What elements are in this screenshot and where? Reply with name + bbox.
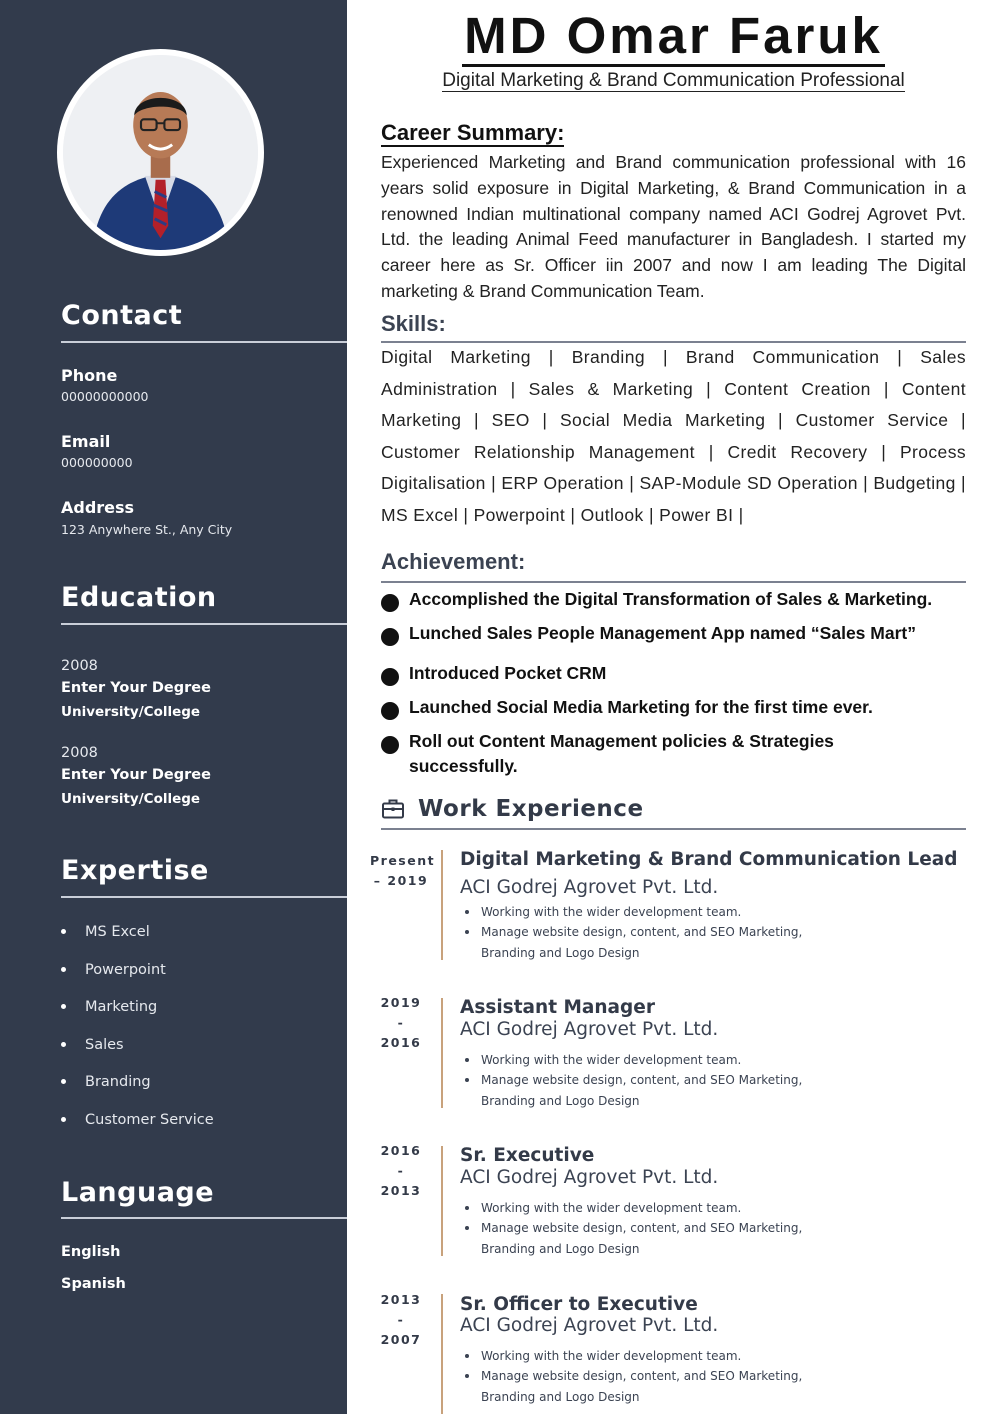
phone-value[interactable]: 00000000000: [61, 389, 149, 404]
language-heading: Language: [61, 1177, 215, 1208]
bullet-icon: [465, 1206, 469, 1210]
achievement-text: Lunched Sales People Management App named “Sales Mart”: [409, 623, 916, 643]
education-heading: Education: [61, 582, 217, 613]
job-bullet-text: Manage website design, content, and SEO Marketing, Branding and Logo Design: [481, 925, 803, 960]
divider: [381, 581, 966, 583]
summary-text: Experienced Marketing and Brand communication professional with 16 years solid exposure in Digital Marketing, & Brand Communication in a renowned Indian multinational company named ACI Godrej Agrovet Pvt. Ltd. the leading Animal Feed manufacturer in Bangladesh. I started my career here as Sr. Officer iin 2007 and now I am leading The Digital marketing & Brand Communication Team.: [381, 152, 966, 301]
job-date-start: Present: [370, 853, 436, 868]
skills-text: Digital Marketing | Branding | Brand Communication | Sales Administration | Sales & Marketing | Content Creation | Content Marketing | SEO | Social Media Marketing | Customer Service | Customer Relationship Management | Credit Recovery | Process Digitalisation | ERP Operation | SAP-Module SD Operation | Budgeting | MS Excel | Powerpoint | Outlook | Power BI |: [381, 347, 966, 525]
person-portrait-icon: [63, 55, 258, 250]
list-item: [61, 994, 214, 1032]
expertise-item: Branding: [85, 1074, 151, 1090]
language-item: English: [61, 1244, 121, 1260]
bullet-icon: [465, 910, 469, 914]
list-item: [61, 1069, 214, 1107]
education-degree: Enter Your Degree: [61, 767, 211, 783]
profile-photo: [57, 49, 264, 256]
divider: [61, 341, 347, 343]
bullet-icon: [61, 929, 66, 934]
timeline-line: [441, 998, 443, 1108]
candidate-name: [347, 6, 1000, 66]
list-item: [460, 1218, 860, 1259]
divider: [61, 896, 347, 898]
bullet-icon: [465, 1226, 469, 1230]
contact-heading: Contact: [61, 300, 183, 331]
job-company: ACI Godrej Agrovet Pvt. Ltd.: [460, 1167, 719, 1188]
list-item: [61, 1107, 214, 1145]
bullet-icon: [465, 1078, 469, 1082]
expertise-item: MS Excel: [85, 924, 150, 940]
divider: [381, 828, 966, 830]
list-item: [460, 1050, 860, 1070]
email-label: Email: [61, 432, 111, 451]
bullet-icon: [381, 736, 399, 754]
bullet-icon: [465, 930, 469, 934]
candidate-role-text: Digital Marketing & Brand Communication Professional: [442, 70, 905, 91]
list-item: [460, 1366, 860, 1407]
job-bullet-text: Working with the wider development team.: [481, 1053, 742, 1067]
list-item: [460, 1070, 860, 1111]
list-item: [460, 902, 860, 922]
job-bullet-text: Manage website design, content, and SEO Marketing, Branding and Logo Design: [481, 1221, 803, 1256]
list-item: [61, 1032, 214, 1070]
bullet-icon: [381, 594, 399, 612]
sidebar: [0, 0, 347, 1414]
list-item: [61, 919, 214, 957]
job-bullet-list: [460, 1050, 860, 1111]
bullet-icon: [61, 1117, 66, 1122]
job-date-sep: -: [397, 1312, 405, 1327]
job-date-start: 2019: [380, 995, 422, 1010]
achievement-text: Roll out Content Management policies & Strategies successfully.: [409, 731, 834, 776]
bullet-icon: [61, 967, 66, 972]
education-year: 2008: [61, 658, 98, 674]
list-item: [460, 922, 860, 963]
job-bullet-list: [460, 1346, 860, 1407]
job-bullet-text: Manage website design, content, and SEO Marketing, Branding and Logo Design: [481, 1073, 803, 1108]
job-date: [370, 851, 436, 891]
job-date-sep: -: [397, 1163, 405, 1178]
job-bullet-text: Manage website design, content, and SEO Marketing, Branding and Logo Design: [481, 1369, 803, 1404]
phone-label: Phone: [61, 366, 118, 385]
job-date: [370, 1290, 432, 1350]
bullet-icon: [61, 1004, 66, 1009]
job-date: [370, 1141, 432, 1201]
job-date-end: – 2019: [373, 873, 429, 888]
list-item: [460, 1198, 860, 1218]
bullet-icon: [61, 1079, 66, 1084]
achievement-text: Accomplished the Digital Transformation of Sales & Marketing.: [409, 589, 933, 609]
education-school: University/College: [61, 791, 201, 807]
summary-heading: [381, 120, 564, 146]
job-company: ACI Godrej Agrovet Pvt. Ltd.: [460, 1019, 719, 1040]
expertise-item: Marketing: [85, 999, 158, 1015]
job-title: Assistant Manager: [460, 997, 655, 1018]
divider: [61, 623, 347, 625]
summary-heading-text: Career Summary:: [381, 120, 565, 145]
timeline-line: [441, 850, 443, 960]
bullet-icon: [381, 702, 399, 720]
bullet-icon: [381, 628, 399, 646]
bullet-icon: [465, 1058, 469, 1062]
education-school: University/College: [61, 704, 201, 720]
job-date-start: 2013: [380, 1292, 422, 1307]
expertise-heading: Expertise: [61, 855, 209, 886]
timeline-line: [441, 1146, 443, 1256]
job-company: ACI Godrej Agrovet Pvt. Ltd.: [460, 877, 719, 898]
education-year: 2008: [61, 745, 98, 761]
list-item: [460, 1346, 860, 1366]
expertise-item: Customer Service: [85, 1111, 214, 1128]
bullet-icon: [381, 668, 399, 686]
timeline-line: [441, 1294, 443, 1414]
email-value[interactable]: 000000000: [61, 455, 133, 470]
job-date-sep: -: [397, 1015, 405, 1030]
job-company: ACI Godrej Agrovet Pvt. Ltd.: [460, 1315, 719, 1336]
job-bullet-list: [460, 902, 860, 963]
job-bullet-text: Working with the wider development team.: [481, 1349, 742, 1363]
expertise-list: [61, 919, 214, 1144]
bullet-icon: [61, 1042, 66, 1047]
expertise-item: Powerpoint: [85, 961, 166, 978]
achievement-text: Launched Social Media Marketing for the first time ever.: [409, 697, 873, 717]
job-bullet-text: Working with the wider development team.: [481, 905, 742, 919]
address-label: Address: [61, 498, 135, 517]
skills-heading: Skills:: [381, 311, 446, 336]
education-degree: Enter Your Degree: [61, 680, 211, 696]
job-title: Digital Marketing & Brand Communication Lead: [460, 849, 958, 870]
achievement-text: Introduced Pocket CRM: [409, 663, 607, 683]
job-date-end: 2016: [380, 1035, 422, 1050]
bullet-icon: [465, 1354, 469, 1358]
candidate-role: [347, 70, 1000, 92]
list-item: [61, 957, 214, 995]
address-value: 123 Anywhere St., Any City: [61, 522, 233, 537]
language-item: Spanish: [61, 1276, 126, 1292]
job-title: Sr. Executive: [460, 1145, 595, 1166]
briefcase-icon: [381, 797, 405, 821]
job-date-end: 2013: [380, 1183, 422, 1198]
job-bullet-text: Working with the wider development team.: [481, 1201, 742, 1215]
bullet-icon: [465, 1374, 469, 1378]
achievement-heading: Achievement:: [381, 549, 526, 574]
job-bullet-list: [460, 1198, 860, 1259]
job-date: [370, 993, 432, 1053]
job-date-end: 2007: [380, 1332, 422, 1347]
work-experience-heading: Work Experience: [418, 796, 644, 822]
divider: [61, 1217, 347, 1219]
expertise-item: Sales: [85, 1036, 124, 1053]
job-date-start: 2016: [380, 1143, 422, 1158]
job-title: Sr. Officer to Executive: [460, 1294, 698, 1315]
candidate-name-text: MD Omar Faruk: [462, 7, 885, 67]
